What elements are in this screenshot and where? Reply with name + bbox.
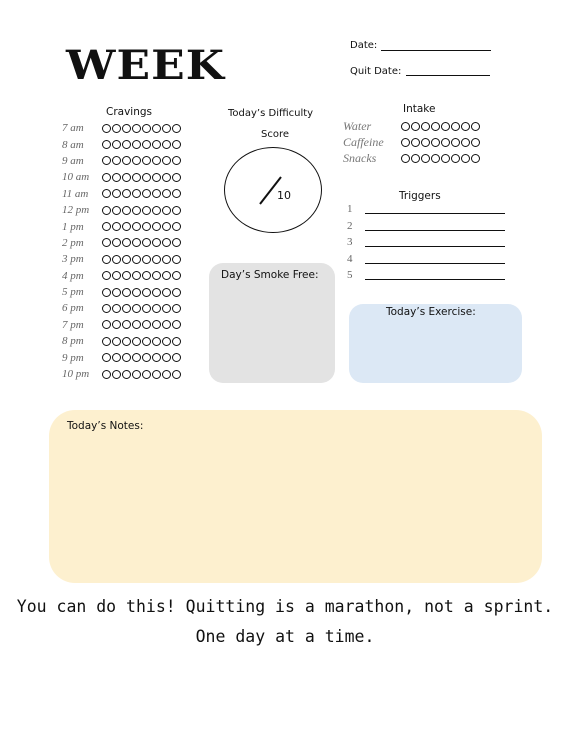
craving-checkbox[interactable] [112, 337, 121, 346]
craving-checkbox[interactable] [142, 320, 151, 329]
craving-checkbox[interactable] [102, 255, 111, 264]
craving-checkbox[interactable] [112, 222, 121, 231]
craving-checkbox[interactable] [142, 337, 151, 346]
intake-checkbox[interactable] [441, 154, 450, 163]
cravings-row [62, 366, 181, 382]
cravings-circles [102, 156, 181, 165]
intake-row [343, 118, 480, 134]
craving-checkbox[interactable] [152, 189, 161, 198]
trigger-number: 3 [347, 236, 353, 249]
cravings-row [62, 218, 181, 234]
intake-circles [401, 122, 480, 131]
craving-checkbox[interactable] [152, 337, 161, 346]
craving-checkbox[interactable] [112, 255, 121, 264]
intake-circles [401, 138, 480, 147]
craving-checkbox[interactable] [112, 288, 121, 297]
smoke-free-box[interactable] [209, 263, 335, 383]
craving-checkbox[interactable] [102, 124, 111, 133]
craving-checkbox[interactable] [152, 222, 161, 231]
craving-checkbox[interactable] [112, 304, 121, 313]
craving-checkbox[interactable] [102, 189, 111, 198]
cravings-row [62, 235, 181, 251]
motivation-line-1: You can do this! Quitting is a marathon, not a sprint. [16, 597, 554, 616]
craving-checkbox[interactable] [132, 238, 141, 247]
craving-checkbox[interactable] [172, 156, 181, 165]
craving-checkbox[interactable] [122, 222, 131, 231]
cravings-circles [102, 288, 181, 297]
intake-checkbox[interactable] [461, 138, 470, 147]
craving-checkbox[interactable] [132, 189, 141, 198]
cravings-row [62, 333, 181, 349]
smoke-free-label: Day’s Smoke Free: [221, 269, 319, 281]
motivation-line-2: One day at a time. [195, 627, 375, 646]
intake-item-label: Snacks [343, 150, 377, 165]
craving-checkbox[interactable] [152, 370, 161, 379]
craving-checkbox[interactable] [142, 222, 151, 231]
triggers-heading: Triggers [399, 190, 441, 202]
craving-checkbox[interactable] [172, 238, 181, 247]
intake-checkbox[interactable] [411, 122, 420, 131]
craving-checkbox[interactable] [122, 140, 131, 149]
craving-checkbox[interactable] [112, 173, 121, 182]
trigger-row [347, 269, 505, 286]
intake-checkbox[interactable] [431, 154, 440, 163]
intake-checkbox[interactable] [471, 138, 480, 147]
craving-checkbox[interactable] [112, 140, 121, 149]
trigger-input-line[interactable] [365, 263, 505, 264]
craving-checkbox[interactable] [162, 140, 171, 149]
intake-checkbox[interactable] [421, 138, 430, 147]
craving-checkbox[interactable] [172, 124, 181, 133]
craving-checkbox[interactable] [112, 156, 121, 165]
craving-checkbox[interactable] [152, 206, 161, 215]
craving-checkbox[interactable] [152, 353, 161, 362]
craving-checkbox[interactable] [142, 124, 151, 133]
exercise-box[interactable] [349, 304, 522, 383]
craving-checkbox[interactable] [172, 337, 181, 346]
cravings-circles [102, 320, 181, 329]
craving-checkbox[interactable] [132, 288, 141, 297]
intake-checkbox[interactable] [451, 154, 460, 163]
craving-checkbox[interactable] [172, 271, 181, 280]
craving-checkbox[interactable] [142, 288, 151, 297]
score-label: Score [261, 129, 290, 140]
trigger-number: 5 [347, 269, 353, 282]
craving-checkbox[interactable] [132, 353, 141, 362]
score-circle[interactable] [224, 147, 322, 233]
craving-checkbox[interactable] [162, 189, 171, 198]
trigger-number: 1 [347, 203, 353, 215]
craving-checkbox[interactable] [112, 271, 121, 280]
craving-checkbox[interactable] [122, 206, 131, 215]
intake-row [343, 150, 480, 166]
difficulty-heading: Today’s Difficulty [228, 108, 314, 119]
trigger-row [347, 253, 505, 270]
craving-checkbox[interactable] [102, 370, 111, 379]
cravings-row [62, 153, 181, 169]
intake-checkbox[interactable] [411, 154, 420, 163]
cravings-time-label: 11 am [62, 187, 89, 200]
intake-checkbox[interactable] [431, 122, 440, 131]
craving-checkbox[interactable] [122, 288, 131, 297]
cravings-circles [102, 140, 181, 149]
trigger-number: 2 [347, 219, 353, 232]
intake-checkbox[interactable] [441, 138, 450, 147]
cravings-row [62, 251, 181, 267]
craving-checkbox[interactable] [172, 222, 181, 231]
exercise-label: Today’s Exercise: [386, 306, 476, 318]
cravings-circles [102, 304, 181, 313]
intake-checkbox[interactable] [401, 138, 410, 147]
cravings-row [62, 268, 181, 284]
craving-checkbox[interactable] [102, 271, 111, 280]
craving-checkbox[interactable] [112, 320, 121, 329]
trigger-row [347, 203, 505, 220]
intake-row [343, 134, 480, 150]
craving-checkbox[interactable] [142, 353, 151, 362]
craving-checkbox[interactable] [112, 353, 121, 362]
cravings-circles [102, 189, 181, 198]
craving-checkbox[interactable] [142, 189, 151, 198]
triggers-list [347, 203, 505, 286]
date-label: Date: [350, 40, 378, 51]
craving-checkbox[interactable] [132, 304, 141, 313]
intake-checkbox[interactable] [471, 122, 480, 131]
craving-checkbox[interactable] [152, 271, 161, 280]
trigger-input-line[interactable] [365, 279, 505, 280]
craving-checkbox[interactable] [102, 206, 111, 215]
craving-checkbox[interactable] [132, 271, 141, 280]
craving-checkbox[interactable] [102, 156, 111, 165]
cravings-circles [102, 271, 181, 280]
cravings-time-label: 1 pm [62, 220, 84, 233]
trigger-input-line[interactable] [365, 213, 505, 214]
intake-checkbox[interactable] [451, 138, 460, 147]
score-slash [224, 147, 322, 233]
craving-checkbox[interactable] [152, 140, 161, 149]
craving-checkbox[interactable] [122, 320, 131, 329]
intake-checkbox[interactable] [461, 154, 470, 163]
craving-checkbox[interactable] [162, 370, 171, 379]
cravings-row [62, 284, 181, 300]
craving-checkbox[interactable] [162, 222, 171, 231]
craving-checkbox[interactable] [152, 255, 161, 264]
trigger-row [347, 220, 505, 237]
craving-checkbox[interactable] [142, 140, 151, 149]
cravings-circles [102, 337, 181, 346]
craving-checkbox[interactable] [142, 370, 151, 379]
craving-checkbox[interactable] [162, 288, 171, 297]
intake-checkbox[interactable] [401, 122, 410, 131]
date-field[interactable] [381, 38, 491, 51]
trigger-row [347, 236, 505, 253]
craving-checkbox[interactable] [132, 222, 141, 231]
craving-checkbox[interactable] [172, 140, 181, 149]
cravings-time-label: 8 am [62, 138, 84, 151]
cravings-time-label: 7 am [62, 122, 84, 135]
craving-checkbox[interactable] [152, 320, 161, 329]
craving-checkbox[interactable] [162, 124, 171, 133]
cravings-grid [62, 120, 181, 382]
trigger-input-line[interactable] [365, 246, 505, 247]
craving-checkbox[interactable] [122, 370, 131, 379]
cravings-time-label: 5 pm [62, 286, 84, 299]
cravings-row [62, 300, 181, 316]
craving-checkbox[interactable] [102, 288, 111, 297]
cravings-circles [102, 353, 181, 362]
craving-checkbox[interactable] [102, 304, 111, 313]
craving-checkbox[interactable] [162, 353, 171, 362]
cravings-row [62, 120, 181, 136]
craving-checkbox[interactable] [132, 124, 141, 133]
cravings-time-label: 4 pm [62, 269, 84, 282]
craving-checkbox[interactable] [162, 156, 171, 165]
cravings-time-label: 2 pm [62, 236, 84, 249]
craving-checkbox[interactable] [172, 288, 181, 297]
intake-checkbox[interactable] [451, 122, 460, 131]
cravings-row [62, 349, 181, 365]
cravings-circles [102, 255, 181, 264]
craving-checkbox[interactable] [162, 337, 171, 346]
cravings-circles [102, 222, 181, 231]
cravings-row [62, 169, 181, 185]
craving-checkbox[interactable] [102, 222, 111, 231]
craving-checkbox[interactable] [122, 124, 131, 133]
craving-checkbox[interactable] [122, 337, 131, 346]
cravings-time-label: 10 pm [62, 368, 90, 381]
craving-checkbox[interactable] [152, 124, 161, 133]
cravings-time-label: 3 pm [62, 253, 84, 266]
craving-checkbox[interactable] [112, 370, 121, 379]
craving-checkbox[interactable] [122, 189, 131, 198]
craving-checkbox[interactable] [112, 206, 121, 215]
craving-checkbox[interactable] [132, 337, 141, 346]
craving-checkbox[interactable] [142, 271, 151, 280]
cravings-time-label: 8 pm [62, 335, 84, 348]
quit-date-label: Quit Date: [350, 66, 402, 77]
intake-heading: Intake [403, 103, 436, 115]
craving-checkbox[interactable] [132, 140, 141, 149]
score-out-of: 10 [277, 189, 291, 202]
intake-checkbox[interactable] [431, 138, 440, 147]
cravings-circles [102, 238, 181, 247]
craving-checkbox[interactable] [102, 173, 111, 182]
craving-checkbox[interactable] [142, 255, 151, 264]
craving-checkbox[interactable] [112, 189, 121, 198]
trigger-number: 4 [347, 252, 353, 265]
craving-checkbox[interactable] [142, 206, 151, 215]
craving-checkbox[interactable] [162, 238, 171, 247]
craving-checkbox[interactable] [172, 370, 181, 379]
craving-checkbox[interactable] [172, 353, 181, 362]
cravings-circles [102, 173, 181, 182]
craving-checkbox[interactable] [142, 173, 151, 182]
craving-checkbox[interactable] [122, 255, 131, 264]
intake-circles [401, 154, 480, 163]
craving-checkbox[interactable] [162, 255, 171, 264]
trigger-input-line[interactable] [365, 230, 505, 231]
cravings-time-label: 10 am [62, 171, 90, 184]
craving-checkbox[interactable] [172, 304, 181, 313]
intake-checkbox[interactable] [461, 122, 470, 131]
craving-checkbox[interactable] [142, 304, 151, 313]
intake-checkbox[interactable] [471, 154, 480, 163]
craving-checkbox[interactable] [102, 353, 111, 362]
craving-checkbox[interactable] [132, 320, 141, 329]
intake-checkbox[interactable] [421, 122, 430, 131]
craving-checkbox[interactable] [152, 288, 161, 297]
craving-checkbox[interactable] [152, 173, 161, 182]
craving-checkbox[interactable] [162, 304, 171, 313]
craving-checkbox[interactable] [102, 238, 111, 247]
intake-checkbox[interactable] [421, 154, 430, 163]
craving-checkbox[interactable] [102, 337, 111, 346]
intake-checkbox[interactable] [441, 122, 450, 131]
cravings-row [62, 186, 181, 202]
cravings-circles [102, 206, 181, 215]
craving-checkbox[interactable] [132, 156, 141, 165]
craving-checkbox[interactable] [142, 156, 151, 165]
cravings-time-label: 9 pm [62, 351, 84, 364]
intake-checkbox[interactable] [401, 154, 410, 163]
craving-checkbox[interactable] [152, 304, 161, 313]
notes-label: Today’s Notes: [67, 420, 144, 432]
craving-checkbox[interactable] [132, 206, 141, 215]
notes-box[interactable] [49, 410, 542, 583]
cravings-time-label: 6 pm [62, 302, 84, 315]
craving-checkbox[interactable] [152, 156, 161, 165]
craving-checkbox[interactable] [112, 238, 121, 247]
craving-checkbox[interactable] [172, 173, 181, 182]
craving-checkbox[interactable] [172, 206, 181, 215]
page-title: WEEK [66, 42, 226, 89]
craving-checkbox[interactable] [142, 238, 151, 247]
craving-checkbox[interactable] [162, 206, 171, 215]
intake-grid [343, 118, 480, 166]
cravings-time-label: 12 pm [62, 204, 90, 217]
intake-item-label: Caffeine [343, 134, 384, 149]
craving-checkbox[interactable] [122, 304, 131, 313]
craving-checkbox[interactable] [162, 173, 171, 182]
craving-checkbox[interactable] [122, 238, 131, 247]
craving-checkbox[interactable] [122, 271, 131, 280]
craving-checkbox[interactable] [152, 238, 161, 247]
craving-checkbox[interactable] [172, 255, 181, 264]
cravings-row [62, 202, 181, 218]
cravings-time-label: 9 am [62, 154, 84, 167]
craving-checkbox[interactable] [132, 370, 141, 379]
craving-checkbox[interactable] [122, 353, 131, 362]
cravings-row [62, 136, 181, 152]
craving-checkbox[interactable] [172, 189, 181, 198]
craving-checkbox[interactable] [112, 124, 121, 133]
cravings-circles [102, 370, 181, 379]
intake-item-label: Water [343, 118, 372, 133]
craving-checkbox[interactable] [162, 271, 171, 280]
quit-date-field[interactable] [406, 63, 490, 76]
craving-checkbox[interactable] [102, 140, 111, 149]
craving-checkbox[interactable] [122, 173, 131, 182]
intake-checkbox[interactable] [411, 138, 420, 147]
craving-checkbox[interactable] [132, 255, 141, 264]
cravings-row [62, 317, 181, 333]
cravings-circles [102, 124, 181, 133]
craving-checkbox[interactable] [132, 173, 141, 182]
cravings-time-label: 7 pm [62, 318, 84, 331]
craving-checkbox[interactable] [172, 320, 181, 329]
craving-checkbox[interactable] [122, 156, 131, 165]
cravings-heading: Cravings [106, 106, 153, 118]
craving-checkbox[interactable] [102, 320, 111, 329]
craving-checkbox[interactable] [162, 320, 171, 329]
